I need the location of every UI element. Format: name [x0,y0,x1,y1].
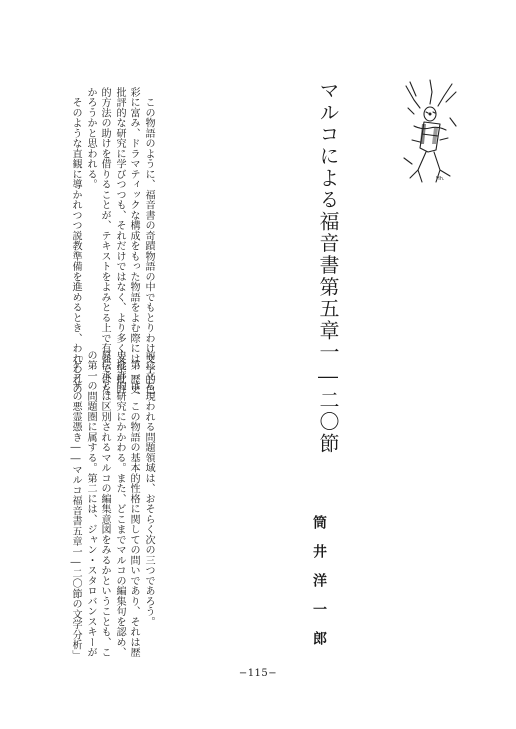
demoniac-figure-icon [400,78,460,186]
body-column: 史批評的研究にかかわる。また、どこまでマルコの編集句を認め、 [114,350,126,658]
body-column: 的方法の助けを借りることが、テキストをよみとる上で有益ではな [99,87,111,395]
body-column: 第一は、この物語の基本的性格に関しての問いであり、それは歴 [128,350,140,658]
page-number: −115− [238,668,278,679]
author-name: 筒井洋一郎 [311,515,327,660]
body-column: の第一の問題圏に属する。第二には、ジャン・スタロバンスキーが [85,350,97,658]
body-column: かろうかと思われる。 [85,87,97,190]
body-column: 「ゲラサの悪霊憑き――マルコ福音書五章一―二〇節の文学分析」 [70,350,82,661]
body-column: この物語のように、福音書の奇蹟物語の中でもとりわけ文学的色 [143,87,155,395]
illustration-signature: Hh. [436,176,445,182]
body-column: 前に立ち現われる問題領域は、おそらく次の三つであろう。 [143,350,155,627]
article-title: マルコによる福音書第五章一―二〇節 [316,80,340,455]
body-column: 彩に富み、ドラマティックな構成をもった物語をよむ際には、歴史 [128,87,140,395]
body-column: 批評的な研究に学びつつも、それだけではなく、より多く文学批評 [114,87,126,395]
body-column: 原伝承とは区別されるマルコの編集意図をみるかということも、こ [99,350,111,658]
body-column: そのような直観に導かれつつ説教準備を進めるとき、われわれの [70,87,82,395]
